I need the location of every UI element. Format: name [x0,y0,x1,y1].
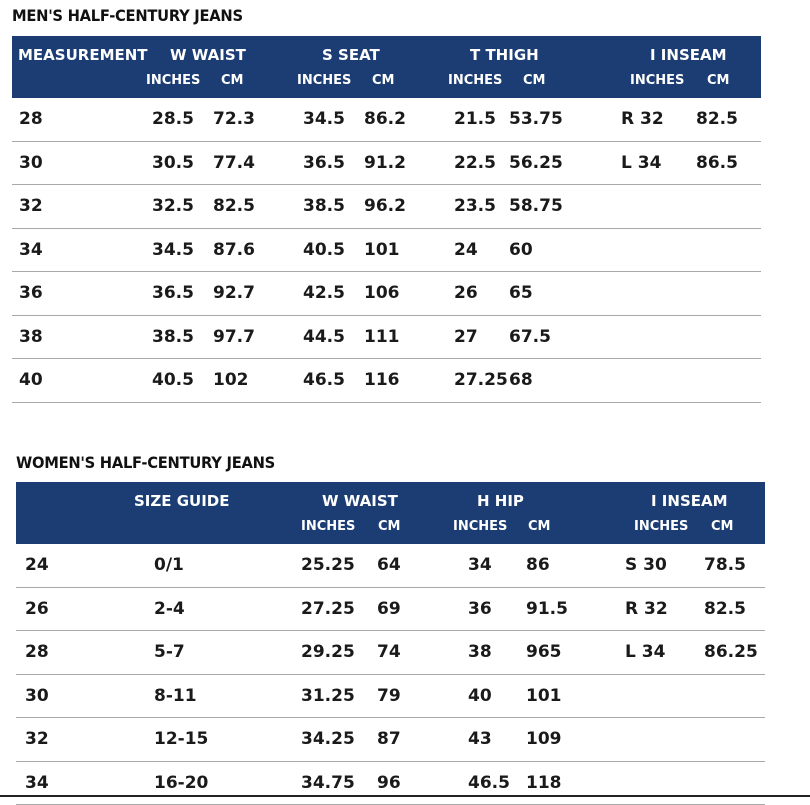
waist-cm-cell: 87 [377,718,401,760]
thigh-cm-cell: 67.5 [509,316,551,358]
header-size-guide: SIZE GUIDE [134,492,230,510]
table-row [12,316,761,360]
thigh-inches-cell: 21.5 [454,98,496,140]
size-cell: 30 [19,142,43,184]
men-size-table [12,36,761,403]
header-hip: H HIP [477,492,524,510]
size-cell: 28 [19,98,43,140]
seat-cm-cell: 106 [364,272,400,314]
waist-inches-cell: 34.25 [301,718,355,760]
header-inseam: I INSEAM [651,492,728,510]
table-row [16,588,765,632]
waist-inches-cell: 29.25 [301,631,355,673]
size-cell: 32 [19,185,43,227]
waist-inches-cell: 31.25 [301,675,355,717]
women-section-title: WOMEN'S HALF-CENTURY JEANS [16,453,275,472]
thigh-cm-cell: 53.75 [509,98,563,140]
inseam-length-cell: R 32 [625,588,668,630]
hip-cm-cell: 86 [526,544,550,586]
header-waist-inches: INCHES [146,73,200,88]
hip-cm-cell: 101 [526,675,562,717]
waist-cm-cell: 74 [377,631,401,673]
header-measurement: MEASUREMENT [18,46,148,64]
waist-cm-cell: 79 [377,675,401,717]
header-seat: S SEAT [322,46,380,64]
size-cell: 28 [25,631,49,673]
size-cell: 32 [25,718,49,760]
size-cell: 26 [25,588,49,630]
size-cell: 38 [19,316,43,358]
hip-cm-cell: 91.5 [526,588,568,630]
inseam-cm-cell: 82.5 [704,588,746,630]
seat-cm-cell: 111 [364,316,400,358]
men-section-title: MEN'S HALF-CENTURY JEANS [12,6,243,25]
table-row [12,229,761,273]
hip-inches-cell: 34 [468,544,492,586]
table-row [16,544,765,588]
header-inseam-cm: CM [707,73,729,88]
header-thigh: T THIGH [470,46,539,64]
thigh-inches-cell: 22.5 [454,142,496,184]
header-seat-cm: CM [372,73,394,88]
thigh-cm-cell: 60 [509,229,533,271]
size-cell: 24 [25,544,49,586]
waist-cm-cell: 102 [213,359,249,401]
seat-cm-cell: 116 [364,359,400,401]
table-row [16,762,765,805]
waist-cm-cell: 92.7 [213,272,255,314]
inseam-length-cell: S 30 [625,544,667,586]
table-row [16,631,765,675]
seat-inches-cell: 36.5 [303,142,345,184]
header-thigh-inches: INCHES [448,73,502,88]
size-guide-cell: 8-11 [154,675,197,717]
size-guide-cell: 5-7 [154,631,185,673]
waist-cm-cell: 82.5 [213,185,255,227]
seat-cm-cell: 96.2 [364,185,406,227]
size-cell: 34 [25,762,49,804]
waist-inches-cell: 34.75 [301,762,355,804]
size-guide-cell: 16-20 [154,762,208,804]
header-inseam-cm: CM [711,519,733,534]
waist-cm-cell: 69 [377,588,401,630]
thigh-inches-cell: 24 [454,229,478,271]
waist-cm-cell: 77.4 [213,142,255,184]
table-row [12,359,761,403]
waist-inches-cell: 30.5 [152,142,194,184]
waist-inches-cell: 32.5 [152,185,194,227]
men-table-header [12,36,761,98]
header-waist-cm: CM [221,73,243,88]
inseam-length-cell: R 32 [621,98,664,140]
women-table-body [16,544,765,805]
inseam-cm-cell: 86.5 [696,142,738,184]
seat-inches-cell: 34.5 [303,98,345,140]
header-inseam: I INSEAM [650,46,727,64]
seat-inches-cell: 42.5 [303,272,345,314]
inseam-cm-cell: 78.5 [704,544,746,586]
hip-inches-cell: 43 [468,718,492,760]
size-cell: 36 [19,272,43,314]
inseam-cm-cell: 82.5 [696,98,738,140]
header-hip-cm: CM [528,519,550,534]
hip-cm-cell: 118 [526,762,562,804]
waist-inches-cell: 40.5 [152,359,194,401]
seat-cm-cell: 86.2 [364,98,406,140]
hip-cm-cell: 965 [526,631,562,673]
table-row [12,98,761,142]
inseam-length-cell: L 34 [625,631,665,673]
thigh-cm-cell: 68 [509,359,533,401]
size-guide-cell: 0/1 [154,544,184,586]
header-waist-cm: CM [378,519,400,534]
waist-inches-cell: 36.5 [152,272,194,314]
hip-cm-cell: 109 [526,718,562,760]
thigh-inches-cell: 23.5 [454,185,496,227]
hip-inches-cell: 38 [468,631,492,673]
thigh-cm-cell: 65 [509,272,533,314]
inseam-length-cell: L 34 [621,142,661,184]
size-guide-cell: 12-15 [154,718,208,760]
thigh-inches-cell: 27.25 [454,359,508,401]
hip-inches-cell: 40 [468,675,492,717]
header-hip-inches: INCHES [453,519,507,534]
inseam-cm-cell: 86.25 [704,631,758,673]
table-row [16,675,765,719]
waist-inches-cell: 25.25 [301,544,355,586]
seat-inches-cell: 40.5 [303,229,345,271]
waist-inches-cell: 38.5 [152,316,194,358]
header-waist: W WAIST [170,46,246,64]
men-table-body [12,98,761,403]
size-cell: 34 [19,229,43,271]
header-inseam-inches: INCHES [634,519,688,534]
hip-inches-cell: 46.5 [468,762,510,804]
header-seat-inches: INCHES [297,73,351,88]
size-guide-cell: 2-4 [154,588,185,630]
waist-inches-cell: 34.5 [152,229,194,271]
seat-inches-cell: 44.5 [303,316,345,358]
header-thigh-cm: CM [523,73,545,88]
waist-cm-cell: 87.6 [213,229,255,271]
size-cell: 40 [19,359,43,401]
thigh-cm-cell: 56.25 [509,142,563,184]
seat-cm-cell: 101 [364,229,400,271]
header-inseam-inches: INCHES [630,73,684,88]
seat-inches-cell: 46.5 [303,359,345,401]
waist-inches-cell: 27.25 [301,588,355,630]
table-row [12,272,761,316]
thigh-inches-cell: 27 [454,316,478,358]
seat-cm-cell: 91.2 [364,142,406,184]
size-cell: 30 [25,675,49,717]
thigh-cm-cell: 58.75 [509,185,563,227]
waist-cm-cell: 96 [377,762,401,804]
header-waist: W WAIST [322,492,398,510]
table-row [12,185,761,229]
women-size-table [16,482,765,805]
header-waist-inches: INCHES [301,519,355,534]
table-row [16,718,765,762]
seat-inches-cell: 38.5 [303,185,345,227]
waist-cm-cell: 64 [377,544,401,586]
hip-inches-cell: 36 [468,588,492,630]
thigh-inches-cell: 26 [454,272,478,314]
waist-cm-cell: 72.3 [213,98,255,140]
women-table-header [16,482,765,544]
waist-cm-cell: 97.7 [213,316,255,358]
table-row [12,142,761,186]
waist-inches-cell: 28.5 [152,98,194,140]
